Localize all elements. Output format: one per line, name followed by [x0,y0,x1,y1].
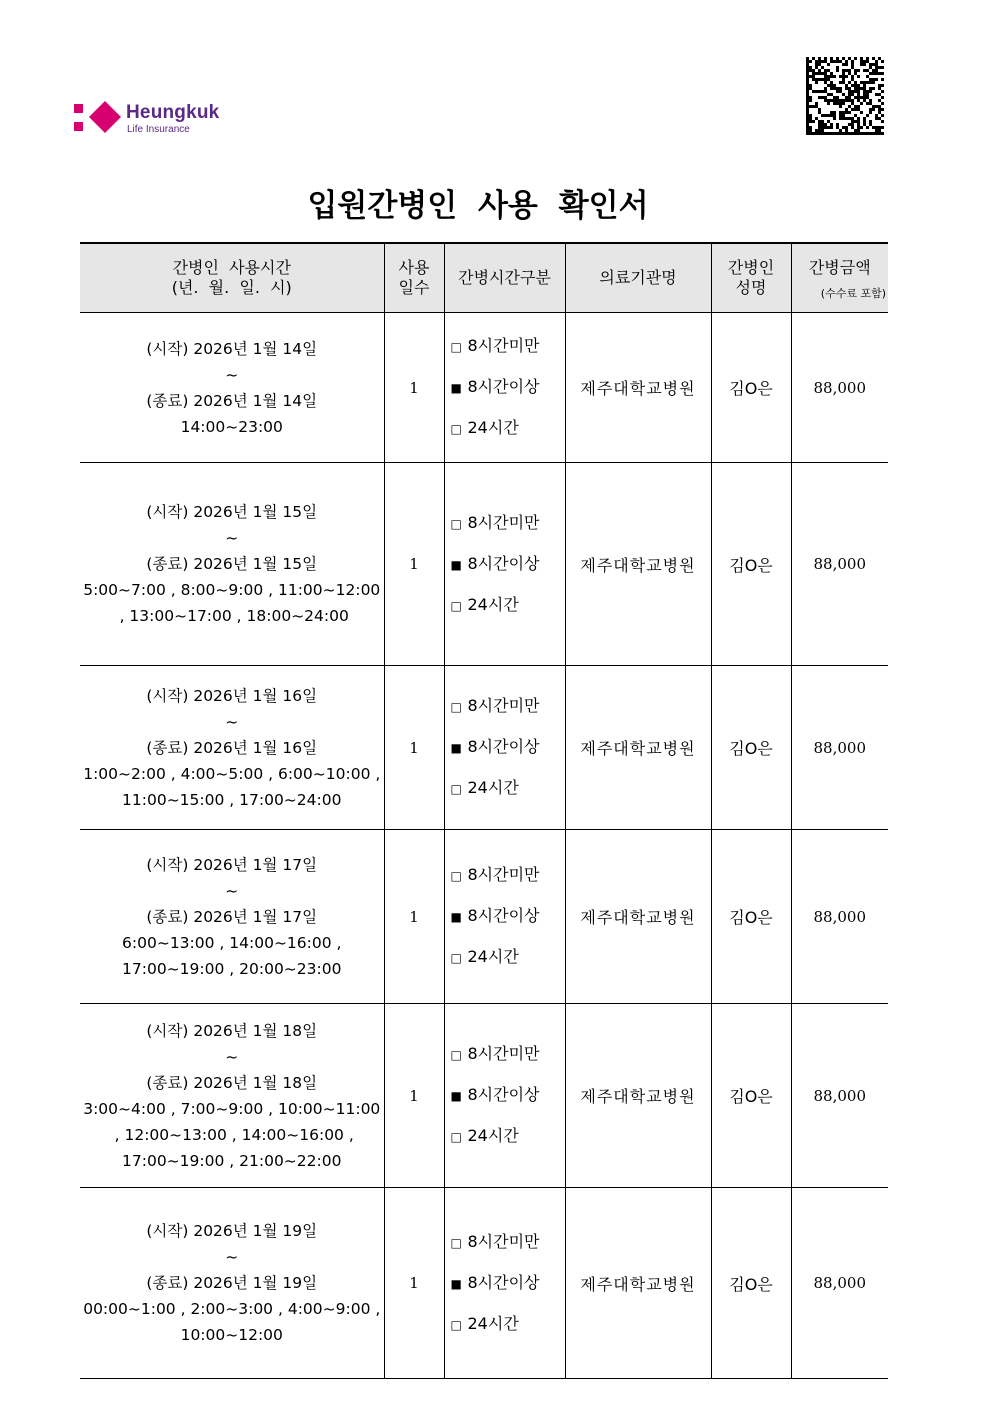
category-option-label: 24시간 [467,947,519,966]
category-cell [444,830,565,1004]
empty-box-icon: □ [450,340,462,354]
period-start: (시작) 2026년 1월 14일 [146,339,318,358]
logo-name: Heungkuk [126,102,220,123]
period-times: 1:00~2:00 , 4:00~5:00 , 6:00~10:00 , [83,764,381,783]
table-row [80,1004,888,1188]
hospital-cell: 제주대학교병원 [565,463,711,666]
table-header-row [80,243,888,313]
category-option-label: 24시간 [467,778,519,797]
empty-box-icon: □ [450,1317,462,1332]
amount-cell: 88,000 [791,1188,888,1379]
empty-box-icon: □ [450,516,462,531]
header-caregiver-line1: 간병인 [727,258,775,277]
period-tilde: ~ [225,1248,239,1266]
category-option [451,367,565,408]
header-period-line2: (년. 월. 일. 시) [171,278,292,297]
period-start: (시작) 2026년 1월 18일 [146,1021,318,1040]
days-cell: 1 [384,1004,444,1188]
category-cell [444,1188,565,1379]
company-logo [74,100,244,140]
period-end: (종료) 2026년 1월 18일 [146,1073,318,1092]
header-period-line1: 간병인 사용시간 [172,258,291,277]
caregiver-cell: 김O은 [711,463,791,666]
days-cell: 1 [384,1188,444,1379]
category-option [451,1304,565,1345]
category-option-label: 8시간이상 [467,737,540,756]
category-option [451,1075,565,1116]
period-times: , 13:00~17:00 , 18:00~24:00 [114,607,349,625]
header-days [384,243,444,313]
category-option-label: 8시간이상 [467,377,540,396]
caregiver-cell: 김O은 [711,666,791,830]
days-cell: 1 [384,463,444,666]
period-end: (종료) 2026년 1월 16일 [146,738,318,757]
hospital-cell: 제주대학교병원 [565,830,711,1004]
category-cell [444,463,565,666]
caregiver-cell: 김O은 [711,313,791,463]
empty-box-icon: □ [450,1048,462,1062]
period-end: (종료) 2026년 1월 15일 [146,555,318,573]
caregiver-usage-table [80,242,888,1379]
category-cell [444,313,565,463]
period-cell [80,1188,384,1379]
category-option [451,768,565,809]
category-option-label: 8시간이상 [467,1272,540,1292]
category-option [451,937,565,978]
hospital-cell: 제주대학교병원 [565,1188,711,1379]
checked-box-icon: ■ [450,557,462,572]
empty-box-icon: □ [450,1235,462,1250]
table-row [80,830,888,1004]
period-start: (시작) 2026년 1월 19일 [146,1222,318,1240]
empty-box-icon: □ [450,700,462,714]
category-option-label: 8시간미만 [467,1231,540,1251]
amount-cell: 88,000 [791,1004,888,1188]
category-option [451,585,565,626]
checked-box-icon: ■ [450,381,462,395]
header-hospital: 의료기관명 [565,243,711,313]
category-option-label: 8시간미만 [467,865,540,884]
period-times: 00:00~1:00 , 2:00~3:00 , 4:00~9:00 , [83,1300,381,1318]
logo-mark-icon [74,100,124,140]
days-cell: 1 [384,313,444,463]
category-option-label: 8시간이상 [467,553,540,573]
table-row [80,666,888,830]
caregiver-cell: 김O은 [711,1188,791,1379]
period-tilde: ~ [225,881,239,900]
category-option-label: 24시간 [467,418,519,437]
period-cell [80,830,384,1004]
checked-box-icon: ■ [450,1276,462,1291]
category-option [451,408,565,449]
category-option [451,686,565,727]
empty-box-icon: □ [450,598,462,613]
period-start: (시작) 2026년 1월 16일 [146,686,318,705]
category-option [451,896,565,937]
period-times: 6:00~13:00 , 14:00~16:00 , [122,933,342,952]
checked-box-icon: ■ [450,1089,462,1103]
category-cell [444,666,565,830]
table-row [80,313,888,463]
amount-cell: 88,000 [791,830,888,1004]
header-amount-note: (수수료 포함) [820,287,886,300]
hospital-cell: 제주대학교병원 [565,666,711,830]
header-caregiver [711,243,791,313]
header-days-line1: 사용 [398,258,430,277]
period-times: 17:00~19:00 , 20:00~23:00 [122,959,342,978]
logo-subtitle: Life Insurance [127,124,190,135]
amount-cell: 88,000 [791,666,888,830]
header-period [80,243,384,313]
period-cell [80,313,384,463]
document-title: 입원간병인 사용 확인서 [307,188,649,224]
category-option-label: 8시간미만 [467,1044,540,1063]
empty-box-icon: □ [450,782,462,796]
period-tilde: ~ [225,529,239,547]
caregiver-cell: 김O은 [711,1004,791,1188]
category-option [451,1263,565,1304]
table-row [80,463,888,666]
category-option [451,544,565,585]
empty-box-icon: □ [450,1130,462,1144]
period-cell [80,463,384,666]
period-times: 3:00~4:00 , 7:00~9:00 , 10:00~11:00 [83,1099,381,1118]
category-option-label: 8시간이상 [467,906,540,925]
period-tilde: ~ [225,712,239,731]
hospital-cell: 제주대학교병원 [565,1004,711,1188]
period-end: (종료) 2026년 1월 14일 [146,391,318,410]
category-option-label: 8시간미만 [467,696,540,715]
category-option-label: 24시간 [467,594,519,614]
period-start: (시작) 2026년 1월 15일 [146,503,318,521]
period-end: (종료) 2026년 1월 17일 [146,907,318,926]
period-cell [80,1004,384,1188]
period-times: 10:00~12:00 [180,1326,283,1344]
category-option [451,1034,565,1075]
header-category: 간병시간구분 [444,243,565,313]
checked-box-icon: ■ [450,910,462,924]
empty-box-icon: □ [450,422,462,436]
empty-box-icon: □ [450,951,462,965]
category-option-label: 8시간미만 [467,512,540,532]
amount-cell: 88,000 [791,313,888,463]
period-times: 17:00~19:00 , 21:00~22:00 [122,1151,342,1170]
period-start: (시작) 2026년 1월 17일 [146,855,318,874]
header-caregiver-line2: 성명 [735,278,767,297]
period-tilde: ~ [225,365,239,384]
hospital-cell: 제주대학교병원 [565,313,711,463]
category-option [451,1222,565,1263]
data-matrix-code [806,57,884,135]
table-row [80,1188,888,1379]
category-option-label: 24시간 [467,1313,519,1333]
period-end: (종료) 2026년 1월 19일 [146,1274,318,1292]
amount-cell: 88,000 [791,463,888,666]
empty-box-icon: □ [450,869,462,883]
header-days-line2: 일수 [398,278,430,297]
period-cell [80,666,384,830]
category-option-label: 24시간 [467,1126,519,1145]
category-option-label: 8시간미만 [467,336,540,355]
category-option [451,503,565,544]
period-times: , 12:00~13:00 , 14:00~16:00 , [109,1125,354,1144]
days-cell: 1 [384,830,444,1004]
period-times: 11:00~15:00 , 17:00~24:00 [122,790,342,809]
period-tilde: ~ [225,1047,239,1066]
period-times: 14:00~23:00 [180,417,283,436]
category-cell [444,1004,565,1188]
header-amount [791,243,888,313]
category-option [451,727,565,768]
checked-box-icon: ■ [450,741,462,755]
period-times: 5:00~7:00 , 8:00~9:00 , 11:00~12:00 [83,581,381,599]
category-option-label: 8시간이상 [467,1085,540,1104]
header-amount-label: 간병금액 [808,258,871,277]
category-option [451,326,565,367]
category-option [451,1116,565,1157]
caregiver-cell: 김O은 [711,830,791,1004]
category-option [451,855,565,896]
days-cell: 1 [384,666,444,830]
